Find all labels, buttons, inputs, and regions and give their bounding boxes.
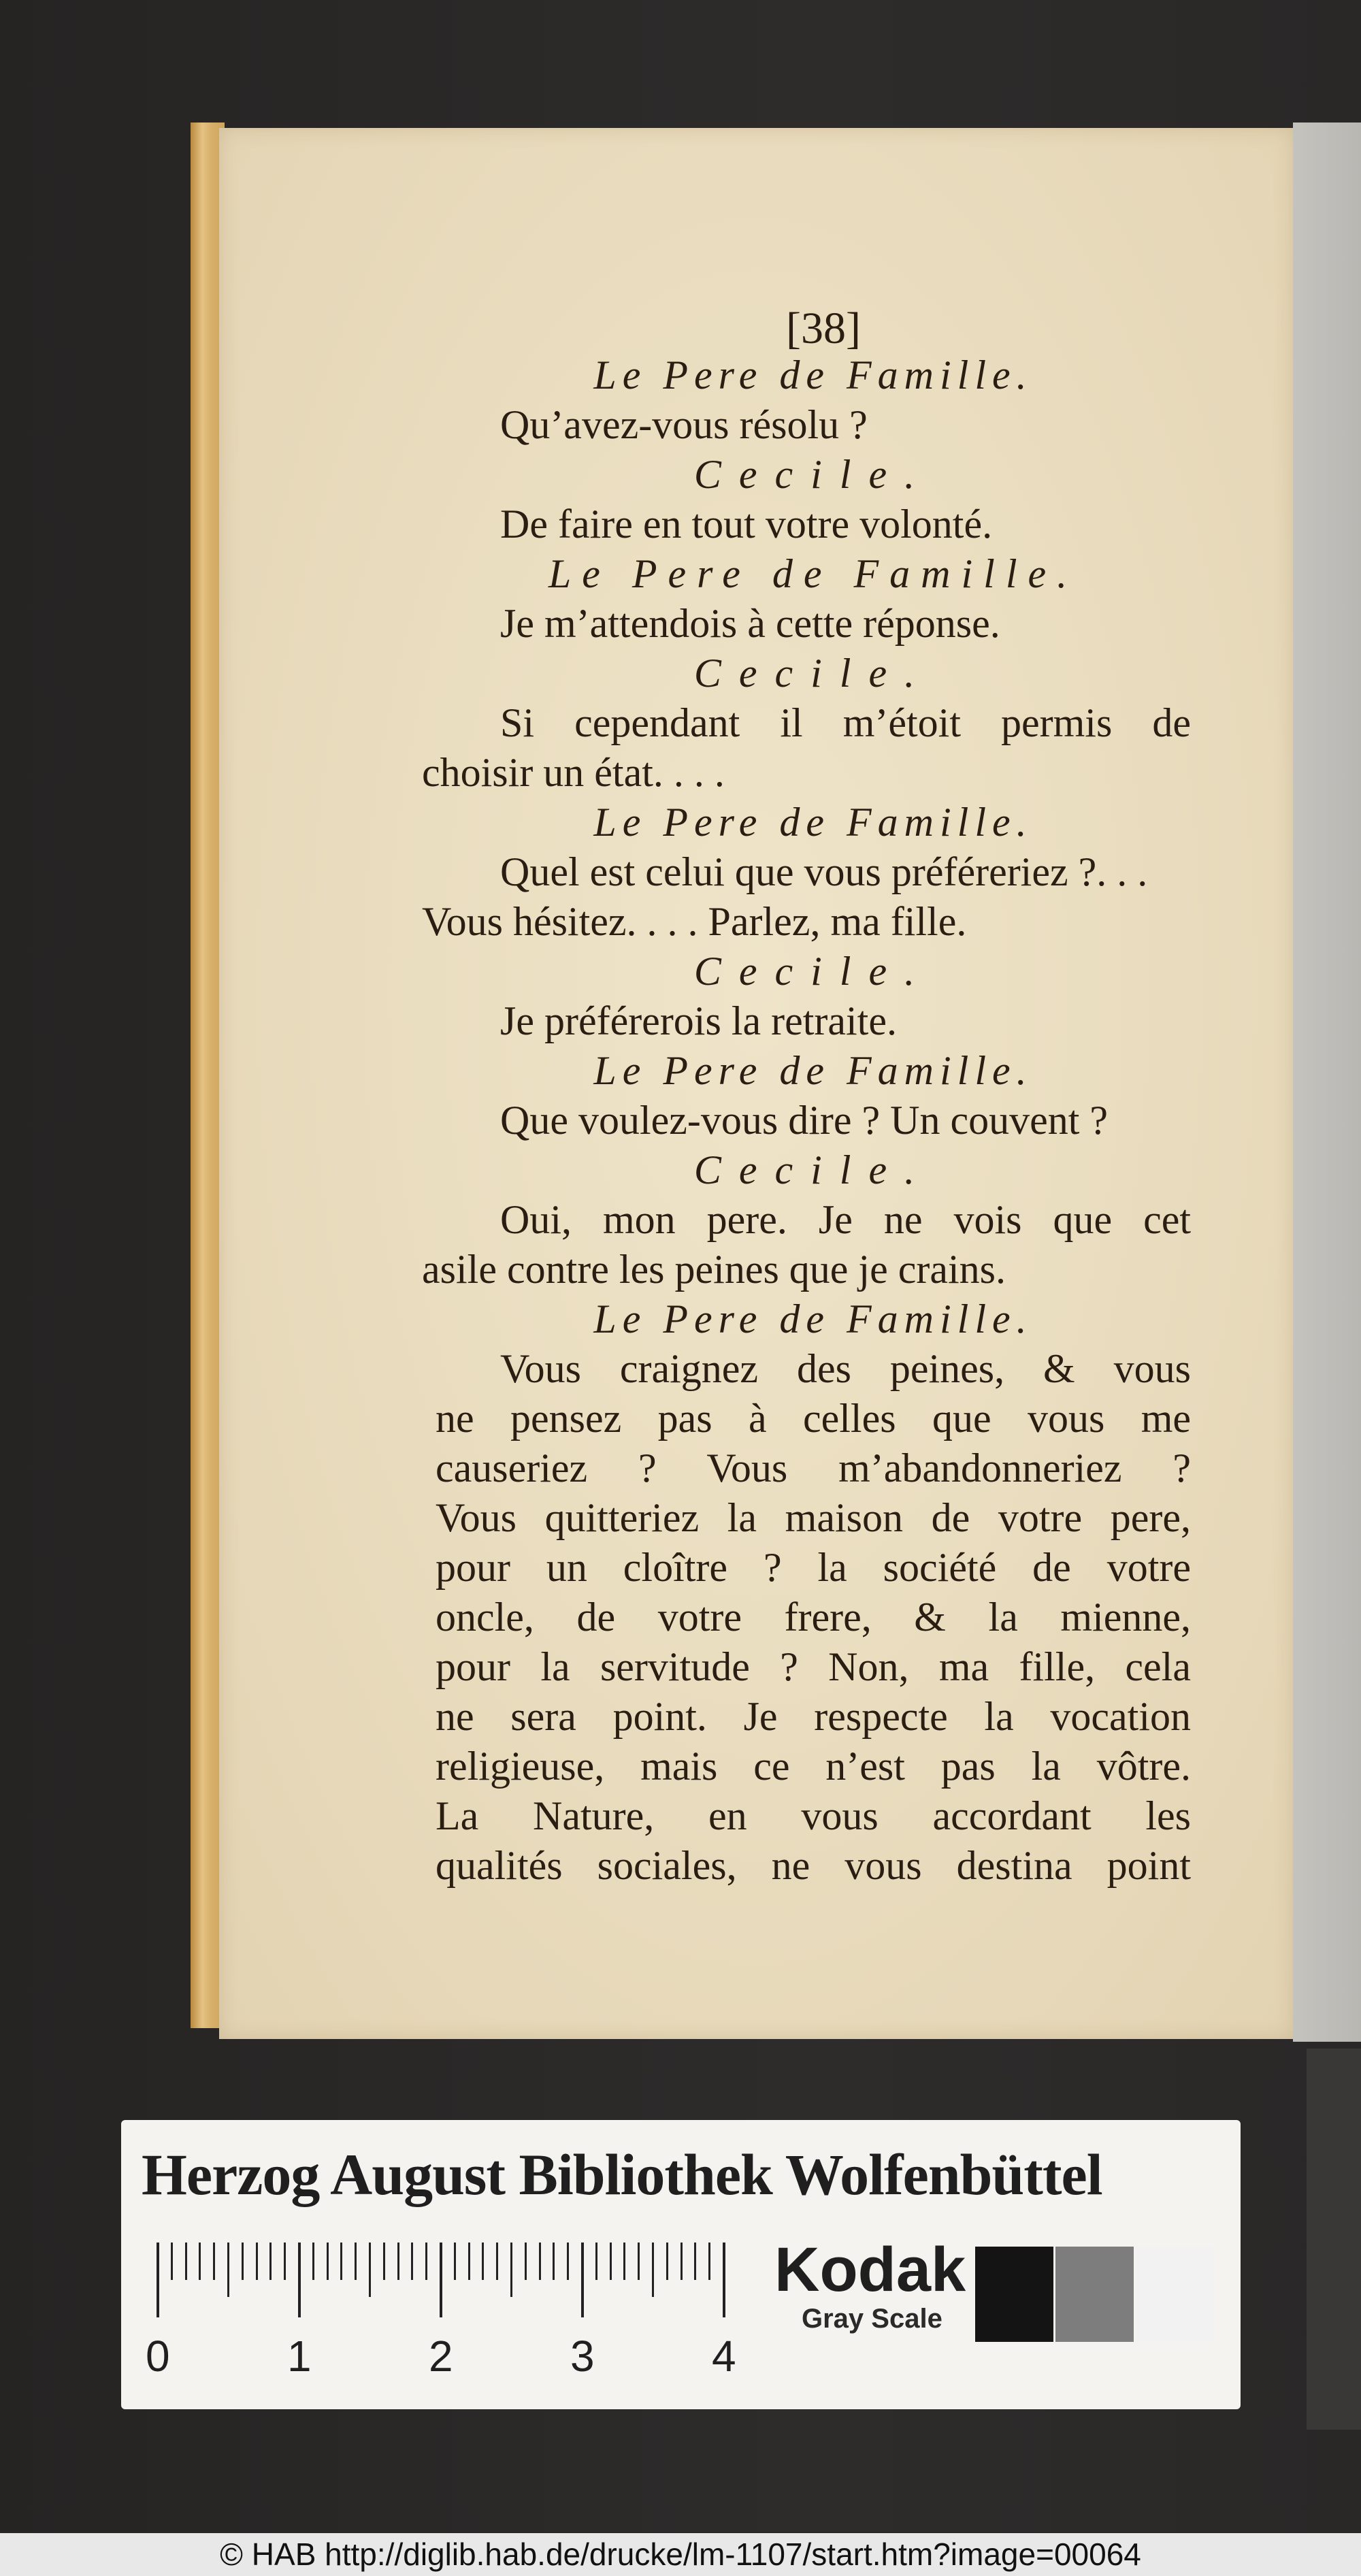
ruler-number: 0 [146,2332,170,2381]
speaker-heading: Le Pere de Famille. [593,1297,1033,1341]
speaker-heading: Cecile. [693,651,933,696]
copyright-footer: © HAB http://diglib.hab.de/drucke/lm-1107/start.htm?image=00064 [0,2533,1361,2576]
ruler-tick [680,2243,683,2280]
text-line: choisir un état. . . . [422,750,725,795]
ruler-tick [553,2243,555,2280]
text-line: Oui, mon pere. Je ne vois que cet [500,1197,1191,1242]
ruler-tick [525,2243,527,2280]
speaker-heading: Le Pere de Famille. [548,551,1079,596]
ruler-tick [440,2243,442,2317]
ruler-tick [623,2243,625,2280]
text-line: Vous craignez des peines, & vous [500,1346,1191,1391]
ruler-tick [510,2243,512,2297]
text-line: pour un cloître ? la société de votre [436,1545,1191,1590]
ruler-tick [482,2243,484,2280]
ruler-tick [468,2243,470,2280]
ruler-tick [269,2243,272,2280]
text-line: causeriez ? Vous m’abandonneriez ? [436,1446,1191,1490]
ruler-tick [539,2243,541,2280]
ruler-tick [157,2243,159,2317]
ruler-tick [199,2243,201,2280]
ruler-number: 3 [570,2332,595,2381]
ruler-tick [652,2243,654,2297]
ruler-tick [694,2243,696,2280]
ruler-tick [327,2243,329,2280]
ruler-tick [411,2243,413,2280]
ruler-tick [610,2243,612,2280]
ruler-tick [284,2243,286,2280]
speaker-heading: Le Pere de Famille. [593,1048,1033,1093]
speaker-heading: Cecile. [693,949,933,994]
ruler-tick [567,2243,569,2280]
text-line: Vous hésitez. . . . Parlez, ma fille. [422,899,967,944]
library-title: Herzog August Bibliothek Wolfenbüttel [142,2142,1102,2207]
ruler-tick [638,2243,640,2280]
gray-swatch [1136,2247,1214,2342]
speaker-heading: Le Pere de Famille. [593,800,1033,845]
adjacent-page-edge [1293,123,1361,2042]
ruler-tick [213,2243,215,2280]
ruler-tick [666,2243,668,2280]
ruler-tick [369,2243,371,2297]
gray-swatch [975,2247,1053,2342]
ruler-scale [157,2243,721,2317]
ruler-tick [340,2243,342,2280]
text-line: religieuse, mais ce n’est pas la vôtre. [436,1744,1191,1789]
ruler-tick [496,2243,498,2280]
adjacent-page-shadow [1307,2049,1361,2430]
ruler-tick [397,2243,399,2280]
page-text [422,299,1191,1891]
text-line: Vous quitteriez la maison de votre pere, [436,1495,1191,1540]
text-line: Je m’attendois à cette réponse. [500,601,1000,646]
ruler-number: 2 [429,2332,453,2381]
text-line: ne sera point. Je respecte la vocation [436,1694,1191,1739]
ruler-tick [383,2243,385,2280]
speaker-heading: Cecile. [693,1147,933,1192]
text-line: oncle, de votre frere, & la mienne, [436,1595,1191,1640]
text-line: asile contre les peines que je crains. [422,1247,1006,1292]
gray-scale-label: Gray Scale [802,2304,942,2334]
text-line: Je préférerois la retraite. [500,998,897,1043]
ruler-number: 1 [287,2332,312,2381]
ruler-tick [454,2243,456,2280]
ruler-tick [595,2243,597,2280]
ruler-tick [425,2243,427,2280]
ruler-number: 4 [712,2332,736,2381]
text-line: De faire en tout votre volonté. [500,502,993,547]
kodak-logo: Kodak [774,2235,966,2304]
text-line: Si cependant il m’étoit permis de [500,700,1191,745]
ruler-tick [171,2243,173,2280]
speaker-heading: Le Pere de Famille. [593,353,1033,397]
ruler-tick [256,2243,258,2280]
page-number: [38] [786,304,861,353]
text-line: Qu’avez-vous résolu ? [500,402,868,447]
ruler-tick [185,2243,187,2280]
text-line: ne pensez pas à celles que vous me [436,1396,1191,1441]
text-line: Que voulez-vous dire ? Un couvent ? [500,1098,1109,1143]
ruler-tick [723,2243,725,2317]
text-line: La Nature, en vous accordant les [436,1793,1191,1838]
text-line: pour la servitude ? Non, ma fille, cela [436,1644,1191,1689]
color-ruler-card [121,2120,1241,2409]
text-line: Quel est celui que vous préféreriez ?. . . [500,849,1148,894]
gray-swatch [1055,2247,1134,2342]
speaker-heading: Cecile. [693,452,933,497]
ruler-tick [355,2243,357,2280]
text-line: qualités sociales, ne vous destina point [436,1843,1191,1888]
ruler-tick [298,2243,301,2317]
ruler-tick [708,2243,710,2280]
ruler-tick [242,2243,244,2280]
ruler-tick [581,2243,584,2317]
ruler-tick [227,2243,229,2297]
ruler-tick [312,2243,314,2280]
